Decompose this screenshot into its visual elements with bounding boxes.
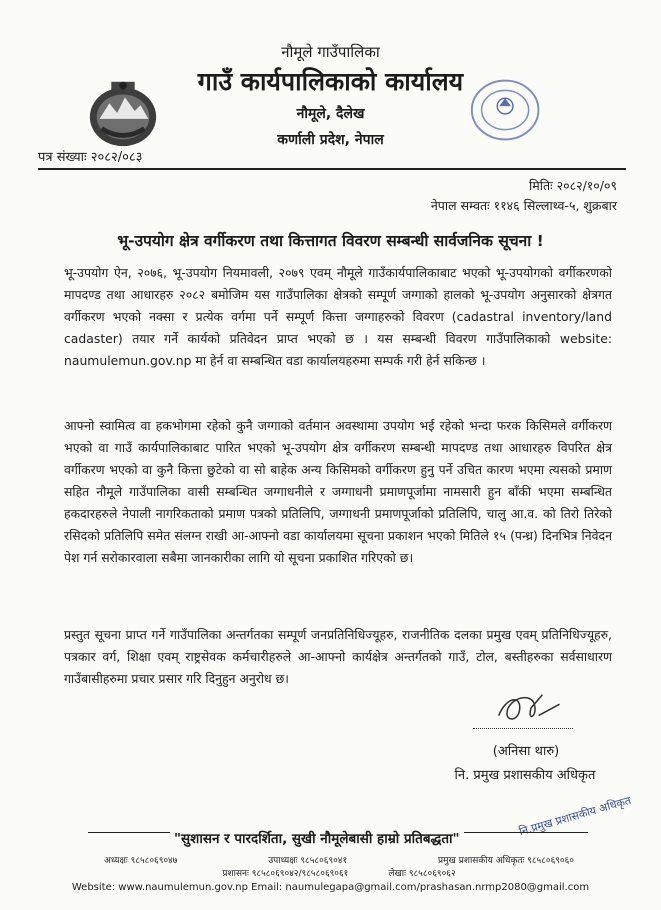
footer-website-email: Website: www.naumulemun.gov.np Email: naumulegapa@gmail.com/prashasan.nrmp2080@gmail.com (71, 882, 590, 893)
signature-mark (493, 686, 569, 730)
contact-administration: प्रशासनः ९८५८०६९०४२/९८५८०६९०६१ (222, 869, 349, 879)
notice-paragraph-1: भू-उपयोग ऐन, २०७६, भू-उपयोग नियमावली, २०७९ एवम् नौमूले गाउँकार्यपालिकाबाट भएको भू-उपयोगको वर्गीकरणको मापदण्ड तथा आधारहरु २०८२ बमोजिम यस गाउँपालिका क्षेत्रको सम्पूर्ण जग्गाको हालको भू-उपयोग अनुसारको क्षेत्रगत वर्गीकरण भएको नक्सा र प्रत्येक वर्गमा पर्ने सम्पूर्ण कित्ता जग्गाहरुको विवरण (cadastral inventory/land cadaster) तयार गर्ने कार्यको प्रतिवेदन प्राप्त भएको छ । यस सम्बन्धी विवरण गाउँपालिकाको website: naumulemun.gov.np मा हेर्न वा सम्बन्धित वडा कार्यालयहरुमा सम्पर्क गरी हेर्न सकिन्छ । (64, 265, 612, 368)
signatory-name: (अनिसा थारु) (492, 744, 560, 759)
header-divider (38, 168, 626, 170)
date: मितिः २०८२/१०/०९ (529, 178, 617, 193)
municipality-name: नौमूले गाउँपालिका (281, 43, 380, 61)
contact-cao: प्रमुख प्रशासकीय अधिकृतः ९८५८०६९०६० (438, 856, 574, 866)
nepal-sambat-date: नेपाल सम्वतः ११४६ सिल्लाथ्व-५, शुक्रबार (430, 198, 617, 213)
notice-title: भू-उपयोग क्षेत्र वर्गीकरण तथा कित्तागत विवरण सम्बन्धी सार्वजनिक सूचना ! (117, 232, 544, 250)
signature-line (473, 728, 573, 729)
contact-accounts: लेखाः ९८५८०६९०६२ (388, 869, 456, 879)
office-address: नौमूले, दैलेख (296, 106, 365, 122)
footer-contacts-row-2 (104, 866, 574, 879)
office-name: गाउँ कार्यपालिकाको कार्यालय (197, 67, 464, 96)
contact-chairperson: अध्यक्षः ९८५८०६९०४७ (104, 856, 178, 866)
notice-paragraph-3: प्रस्तुत सूचना प्राप्त गर्ने गाउँपालिका अन्तर्गतका सम्पूर्ण जनप्रतिनिधिज्यूहरु, राजनीतिक दलका प्रमुख एवम् प्रतिनिधिज्यूहरु, पत्रकार वर्ग, शिक्षा एवम् राष्ट्रसेवक कर्मचारीहरुले आ-आफ्नो कार्यक्षेत्र अन्तर्गतको गाउँ, टोल, बस्तीहरुका सर्वसाधारण गाउँबासीहरुमा प्रचार प्रसार गरि दिनुहुन अनुरोध छ। (64, 627, 612, 686)
contact-vice-chairperson: उपाध्यक्षः ९८५८०६९०४१ (268, 856, 348, 866)
stamp-text: नि.प्रमुख प्रशासकीय अधिकृत (517, 793, 633, 838)
province-name: कर्णाली प्रदेश, नेपाल (277, 132, 384, 148)
signatory-title: नि. प्रमुख प्रशासकीय अधिकृत (454, 768, 596, 783)
notice-paragraph-2: आफ्नो स्वामित्व वा हकभोगमा रहेको कुनै जग्गाको वर्तमान अवस्थामा उपयोग भई रहेको भन्दा फरक किसिमले वर्गीकरण भएको वा गाउँ कार्यपालिकाबाट पारित भएको भू-उपयोग क्षेत्र वर्गीकरण सम्बन्धी मापदण्ड तथा आधारहरु विपरित क्षेत्र वर्गीकरण भएको वा कुनै कित्ता छुटेको वा सो बाहेक अन्य किसिमको वर्गीकरण हुनु पर्ने उचित कारण भएमा त्यसको प्रमाण सहित नौमूले गाउँपालिका वासी सम्बन्धित जग्गाधनीले र जग्गाधनी प्रमाणपूर्जामा नामसारी हुन बाँकी भएमा सम्बन्धित हकदारहरुले नेपाली नागरिकताको प्रमाण पत्रको प्रतिलिपि, जग्गाधनी प्रमाणपूर्जाको प्रतिलिपि, चालु आ.व. को तिरो तिरेको रसिदको प्रतिलिपि समेत संलग्न राखी आ-आफ्नो वडा कार्यालयमा सूचना प्रकाशन भएको मितिले १५ (पन्ध्र) दिनभित्र निवेदन पेश गर्न सरोकारवाला सबैमा जानकारीका लागि यो सूचना प्रकाशित गरिएको छ। (64, 418, 612, 565)
official-stamp (510, 784, 650, 838)
footer-motto: "सुशासन र पारदर्शिता, सुखी नौमूलेबासी हाम्रो प्रतिबद्धता" (170, 829, 464, 847)
reference-number: पत्र संख्याः २०८२/०८३ (38, 150, 143, 165)
footer-contacts-row-1 (104, 853, 574, 866)
